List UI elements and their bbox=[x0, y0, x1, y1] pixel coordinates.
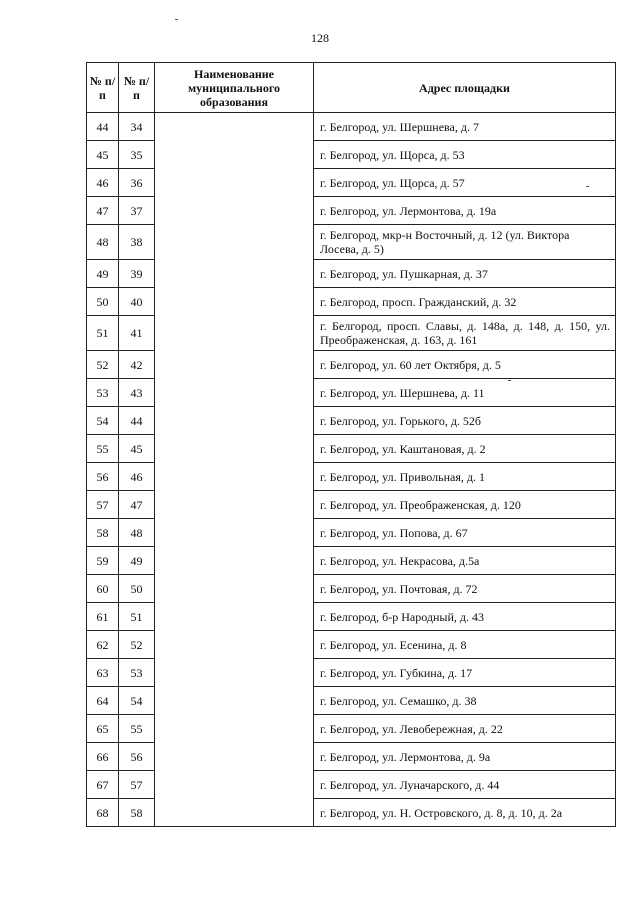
address-cell: г. Белгород, ул. Н. Островского, д. 8, д. 10, д. 2а bbox=[314, 799, 616, 827]
row-number-local: 47 bbox=[119, 491, 155, 519]
row-number-local: 37 bbox=[119, 197, 155, 225]
row-number-overall: 48 bbox=[87, 225, 119, 260]
address-cell: г. Белгород, ул. Привольная, д. 1 bbox=[314, 463, 616, 491]
address-cell: г. Белгород, ул. Преображенская, д. 120 bbox=[314, 491, 616, 519]
header-num2: № п/п bbox=[119, 63, 155, 113]
address-cell: г. Белгород, ул. Губкина, д. 17 bbox=[314, 659, 616, 687]
row-number-local: 46 bbox=[119, 463, 155, 491]
row-number-local: 45 bbox=[119, 435, 155, 463]
address-cell: г. Белгород, просп. Славы, д. 148а, д. 148, д. 150, ул. Преображенская, д. 163, д. 161 bbox=[314, 316, 616, 351]
row-number-local: 34 bbox=[119, 113, 155, 141]
row-number-local: 50 bbox=[119, 575, 155, 603]
row-number-local: 52 bbox=[119, 631, 155, 659]
row-number-local: 49 bbox=[119, 547, 155, 575]
address-cell: г. Белгород, ул. Горького, д. 52б bbox=[314, 407, 616, 435]
address-cell: г. Белгород, ул. Щорса, д. 53 bbox=[314, 141, 616, 169]
municipality-cell bbox=[155, 113, 314, 827]
row-number-local: 55 bbox=[119, 715, 155, 743]
row-number-local: 40 bbox=[119, 288, 155, 316]
row-number-overall: 68 bbox=[87, 799, 119, 827]
address-cell: г. Белгород, ул. Каштановая, д. 2 bbox=[314, 435, 616, 463]
row-number-overall: 59 bbox=[87, 547, 119, 575]
row-number-local: 57 bbox=[119, 771, 155, 799]
address-table bbox=[86, 62, 616, 827]
row-number-overall: 49 bbox=[87, 260, 119, 288]
row-number-local: 42 bbox=[119, 351, 155, 379]
address-cell: г. Белгород, ул. Шершнева, д. 7 bbox=[314, 113, 616, 141]
row-number-overall: 63 bbox=[87, 659, 119, 687]
table-row bbox=[87, 113, 616, 141]
row-number-overall: 66 bbox=[87, 743, 119, 771]
row-number-overall: 67 bbox=[87, 771, 119, 799]
row-number-overall: 64 bbox=[87, 687, 119, 715]
address-cell: г. Белгород, ул. 60 лет Октября, д. 5 bbox=[314, 351, 616, 379]
address-cell: г. Белгород, ул. Некрасова, д.5а bbox=[314, 547, 616, 575]
row-number-overall: 65 bbox=[87, 715, 119, 743]
address-cell: г. Белгород, ул. Лермонтова, д. 19а bbox=[314, 197, 616, 225]
address-cell: г. Белгород, просп. Гражданский, д. 32 bbox=[314, 288, 616, 316]
row-number-local: 53 bbox=[119, 659, 155, 687]
address-cell: г. Белгород, ул. Есенина, д. 8 bbox=[314, 631, 616, 659]
row-number-overall: 56 bbox=[87, 463, 119, 491]
header-address: Адрес площадки bbox=[314, 63, 616, 113]
row-number-overall: 62 bbox=[87, 631, 119, 659]
row-number-local: 54 bbox=[119, 687, 155, 715]
row-number-overall: 61 bbox=[87, 603, 119, 631]
row-number-overall: 57 bbox=[87, 491, 119, 519]
address-cell: г. Белгород, ул. Левобережная, д. 22 bbox=[314, 715, 616, 743]
row-number-local: 35 bbox=[119, 141, 155, 169]
address-cell: г. Белгород, ул. Щорса, д. 57 bbox=[314, 169, 616, 197]
row-number-overall: 47 bbox=[87, 197, 119, 225]
address-cell: г. Белгород, ул. Луначарского, д. 44 bbox=[314, 771, 616, 799]
row-number-overall: 45 bbox=[87, 141, 119, 169]
row-number-overall: 44 bbox=[87, 113, 119, 141]
address-cell: г. Белгород, ул. Шершнева, д. 11 bbox=[314, 379, 616, 407]
row-number-local: 44 bbox=[119, 407, 155, 435]
address-cell: г. Белгород, ул. Почтовая, д. 72 bbox=[314, 575, 616, 603]
row-number-local: 58 bbox=[119, 799, 155, 827]
row-number-overall: 46 bbox=[87, 169, 119, 197]
header-num1: № п/п bbox=[87, 63, 119, 113]
scan-speck bbox=[175, 19, 178, 20]
page-number: 128 bbox=[311, 31, 329, 45]
row-number-local: 56 bbox=[119, 743, 155, 771]
header-municipality: Наименование муниципального образования bbox=[155, 63, 314, 113]
row-number-local: 39 bbox=[119, 260, 155, 288]
row-number-overall: 54 bbox=[87, 407, 119, 435]
row-number-overall: 51 bbox=[87, 316, 119, 351]
row-number-overall: 52 bbox=[87, 351, 119, 379]
row-number-local: 38 bbox=[119, 225, 155, 260]
address-cell: г. Белгород, ул. Лермонтова, д. 9а bbox=[314, 743, 616, 771]
address-cell: г. Белгород, ул. Попова, д. 67 bbox=[314, 519, 616, 547]
row-number-local: 43 bbox=[119, 379, 155, 407]
address-cell: г. Белгород, ул. Пушкарная, д. 37 bbox=[314, 260, 616, 288]
row-number-local: 48 bbox=[119, 519, 155, 547]
address-cell: г. Белгород, ул. Семашко, д. 38 bbox=[314, 687, 616, 715]
address-cell: г. Белгород, мкр-н Восточный, д. 12 (ул. Виктора Лосева, д. 5) bbox=[314, 225, 616, 260]
row-number-local: 36 bbox=[119, 169, 155, 197]
row-number-overall: 53 bbox=[87, 379, 119, 407]
row-number-overall: 50 bbox=[87, 288, 119, 316]
row-number-overall: 60 bbox=[87, 575, 119, 603]
table-header-row bbox=[87, 63, 616, 113]
row-number-overall: 55 bbox=[87, 435, 119, 463]
address-cell: г. Белгород, б-р Народный, д. 43 bbox=[314, 603, 616, 631]
row-number-local: 51 bbox=[119, 603, 155, 631]
row-number-local: 41 bbox=[119, 316, 155, 351]
row-number-overall: 58 bbox=[87, 519, 119, 547]
